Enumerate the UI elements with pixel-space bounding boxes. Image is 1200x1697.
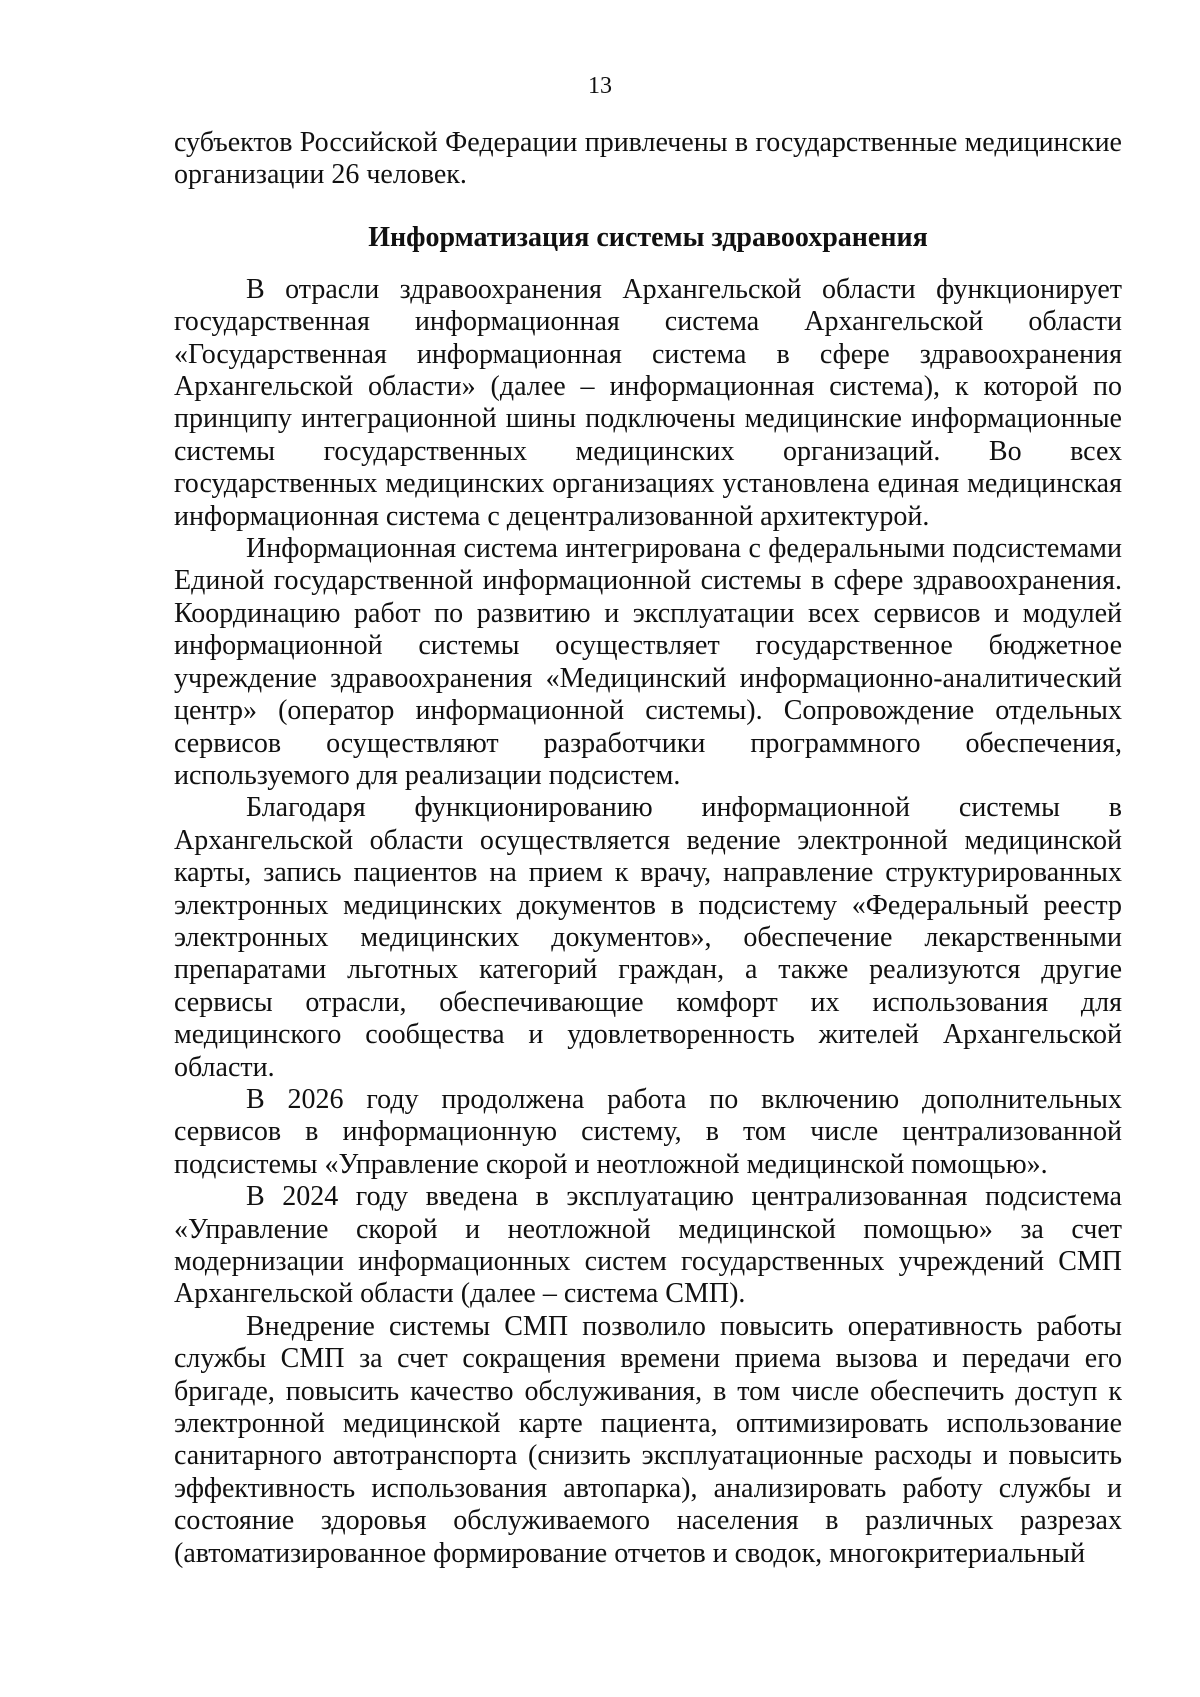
body-paragraph-1: В отрасли здравоохранения Архангельской области функционирует государственная информационная система Архангельской области «Государственная информационная система в сфере здравоохранения Архангельской области» (далее – информационная система), к которой по принципу интеграционной шины подключены медицинские информационные системы государственных медицинских организаций. Во всех государственных медицинских организациях установлена единая медицинская информационная система с децентрализованной архитектурой. xyxy=(174,273,1122,532)
lead-paragraph: субъектов Российской Федерации привлечены в государственные медицинские организации 26 человек. xyxy=(174,127,1122,191)
section-heading: Информатизация системы здравоохранения xyxy=(368,221,928,253)
body-paragraph-4: В 2026 году продолжена работа по включению дополнительных сервисов в информационную систему, в том числе централизованной подсистемы «Управление скорой и неотложной медицинской помощью». xyxy=(174,1083,1122,1180)
page-number: 13 xyxy=(588,73,612,99)
body-paragraph-2: Информационная система интегрирована с федеральными подсистемами Единой государственной информационной системы в сфере здравоохранения. Координацию работ по развитию и эксплуатации всех сервисов и модулей информационной системы осуществляет государственное бюджетное учреждение здравоохранения «Медицинский информационно-аналитический центр» (оператор информационной системы). Сопровождение отдельных сервисов осуществляют разработчики программного обеспечения, используемого для реализации подсистем. xyxy=(174,533,1122,791)
body-paragraph-3: Благодаря функционированию информационной системы в Архангельской области осуществляется ведение электронной медицинской карты, запись пациентов на прием к врачу, направление структурированных электронных медицинских документов в подсистему «Федеральный реестр электронных медицинских документов», обеспечение лекарственными препаратами льготных категорий граждан, а также реализуются другие сервисы отрасли, обеспечивающие комфорт их использования для медицинского сообщества и удовлетворенность жителей Архангельской области. xyxy=(174,792,1122,1083)
document-body xyxy=(174,127,1122,1570)
body-paragraph-5: В 2024 году введена в эксплуатацию централизованная подсистема «Управление скорой и неотложной медицинской помощью» за счет модернизации информационных систем государственных учреждений СМП Архангельской области (далее – система СМП). xyxy=(174,1181,1122,1310)
body-paragraph-6: Внедрение системы СМП позволило повысить оперативность работы службы СМП за счет сокращения времени приема вызова и передачи его бригаде, повысить качество обслуживания, в том числе обеспечить доступ к электронной медицинской карте пациента, оптимизировать использование санитарного автотранспорта (снизить эксплуатационные расходы и повысить эффективность использования автопарка), анализировать работу службы и состояние здоровья обслуживаемого населения в различных разрезах (автоматизированное формирование отчетов и сводок, многокритериальный xyxy=(174,1310,1122,1569)
